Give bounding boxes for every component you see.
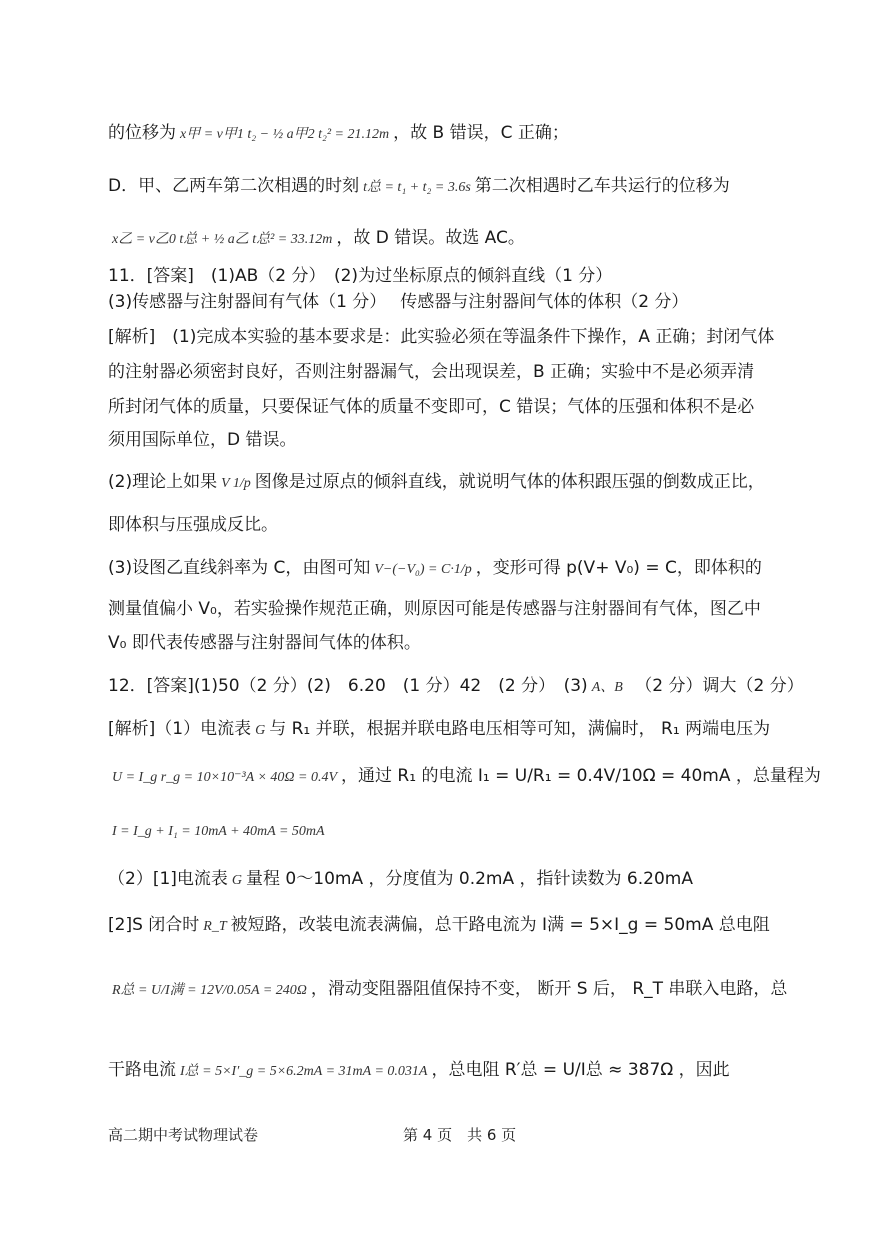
- line-text: 的注射器必须密封良好，否则注射器漏气，会出现误差，B 正确；实验中不是必须弄清: [108, 362, 755, 382]
- line-text: 即体积与压强成反比。: [108, 515, 278, 535]
- line-text: 12．[答案](1)50（2 分）(2) 6.20 (1 分）42 (2 分） (3): [108, 676, 588, 696]
- formula: G: [255, 723, 266, 738]
- line-text: 被短路，改装电流表满偏，总干路电流为 I满 = 5×I_g = 50mA 总电阻: [230, 915, 770, 935]
- line-text: 须用国际单位，D 错误。: [108, 430, 297, 450]
- text-line: [108, 470, 765, 496]
- line-text: 第二次相遇时乙车共运行的位移为: [474, 176, 730, 196]
- formula: R_T: [203, 919, 227, 934]
- line-text: 图像是过原点的倾斜直线，就说明气体的体积跟压强的倒数成正比，: [254, 472, 765, 492]
- formula: x甲 = v甲1 t₂ − ½ a甲2 t₂² = 21.12m: [180, 127, 390, 142]
- line-text: ，故 D 错误。故选 AC。: [336, 228, 525, 248]
- formula: I总 = 5×I′_g = 5×6.2mA = 31mA = 0.031A: [180, 1064, 428, 1079]
- line-text: ，通过 R₁ 的电流 I₁ = U/R₁ = 0.4V/10Ω = 40mA ，总量程为: [341, 766, 821, 786]
- formula: A、B: [591, 680, 623, 695]
- footer-page-number: 第 4 页 共 6 页: [403, 1126, 517, 1144]
- line-text: 与 R₁ 并联，根据并联电路电压相等可知，满偏时， R₁ 两端电压为: [269, 719, 771, 739]
- line-text: 量程 0～10mA ，分度值为 0.2mA ，指针读数为 6.20mA: [246, 869, 693, 889]
- line-text: V₀ 即代表传感器与注射器间气体的体积。: [108, 633, 421, 653]
- line-text: 11．[答案] (1)AB（2 分） (2)为过坐标原点的倾斜直线（1 分）: [108, 266, 613, 286]
- formula: V 1/p: [221, 476, 251, 491]
- formula: t总 = t₁ + t₂ = 3.6s: [363, 180, 471, 195]
- line-text: D．甲、乙两车第二次相遇的时刻: [108, 176, 360, 196]
- text-line: [108, 674, 804, 700]
- formula: R总 = U/I满 = 12V/0.05A = 240Ω: [112, 983, 307, 998]
- formula: V−(−V₀) = C·1/p: [374, 562, 472, 577]
- formula: I = I_g + I₁ = 10mA + 40mA = 50mA: [112, 824, 325, 839]
- line-text: ，变形可得 p(V+ V₀) = C，即体积的: [475, 558, 762, 578]
- text-line: [108, 556, 762, 582]
- line-text: 干路电流: [108, 1060, 176, 1080]
- line-text: [2]S 闭合时: [108, 915, 200, 935]
- line-text: ，总电阻 R′总 = U/I总 ≈ 387Ω ，因此: [431, 1060, 730, 1080]
- line-text: (2)理论上如果: [108, 472, 218, 492]
- text-line: [108, 290, 696, 316]
- line-text: [解析] (1)完成本实验的基本要求是：此实验必须在等温条件下操作，A 正确；封闭气体: [108, 327, 775, 347]
- footer-title: 高二期中考试物理试卷: [108, 1126, 259, 1144]
- text-line: [108, 717, 770, 743]
- line-text: (3)传感器与注射器间有气体（1 分） 传感器与注射器间气体的体积（2 分）: [108, 292, 689, 312]
- formula: x乙 = v乙0 t总 + ½ a乙 t总² = 33.12m: [112, 232, 333, 247]
- text-line: [108, 977, 787, 1003]
- line-text: [解析]（1）电流表: [108, 719, 252, 739]
- line-text: 测量值偏小 V₀，若实验操作规范正确，则原因可能是传感器与注射器间有气体，图乙中: [108, 599, 761, 619]
- line-text: ，故 B 错误，C 正确；: [393, 123, 569, 143]
- line-text: （2）[1]电流表: [108, 869, 228, 889]
- text-line: [108, 325, 782, 351]
- line-text: (3)设图乙直线斜率为 C，由图可知: [108, 558, 371, 578]
- line-text: （2 分）调大（2 分）: [626, 676, 804, 696]
- text-line: [108, 121, 569, 147]
- text-line: [108, 867, 693, 893]
- line-text: 的位移为: [108, 123, 176, 143]
- text-line: [108, 913, 770, 939]
- text-line: [108, 764, 821, 790]
- text-line: [108, 597, 769, 623]
- line-text: ，滑动变阻器阻值保持不变， 断开 S 后， R_T 串联入电路，总: [310, 979, 788, 999]
- text-line: [108, 428, 305, 454]
- text-line: [108, 360, 762, 386]
- text-line: [108, 395, 762, 421]
- line-text: 所封闭气体的质量，只要保证气体的质量不变即可，C 错误；气体的压强和体积不是必: [108, 397, 755, 417]
- formula: G: [231, 873, 243, 888]
- text-line: [108, 513, 286, 539]
- text-line: [108, 264, 620, 290]
- text-line: [108, 226, 525, 252]
- text-line: [108, 818, 329, 844]
- text-line: [108, 174, 730, 200]
- formula: U = I_g r_g = 10×10⁻³A × 40Ω = 0.4V: [112, 770, 338, 785]
- text-line: [108, 1058, 730, 1084]
- text-line: [108, 631, 429, 657]
